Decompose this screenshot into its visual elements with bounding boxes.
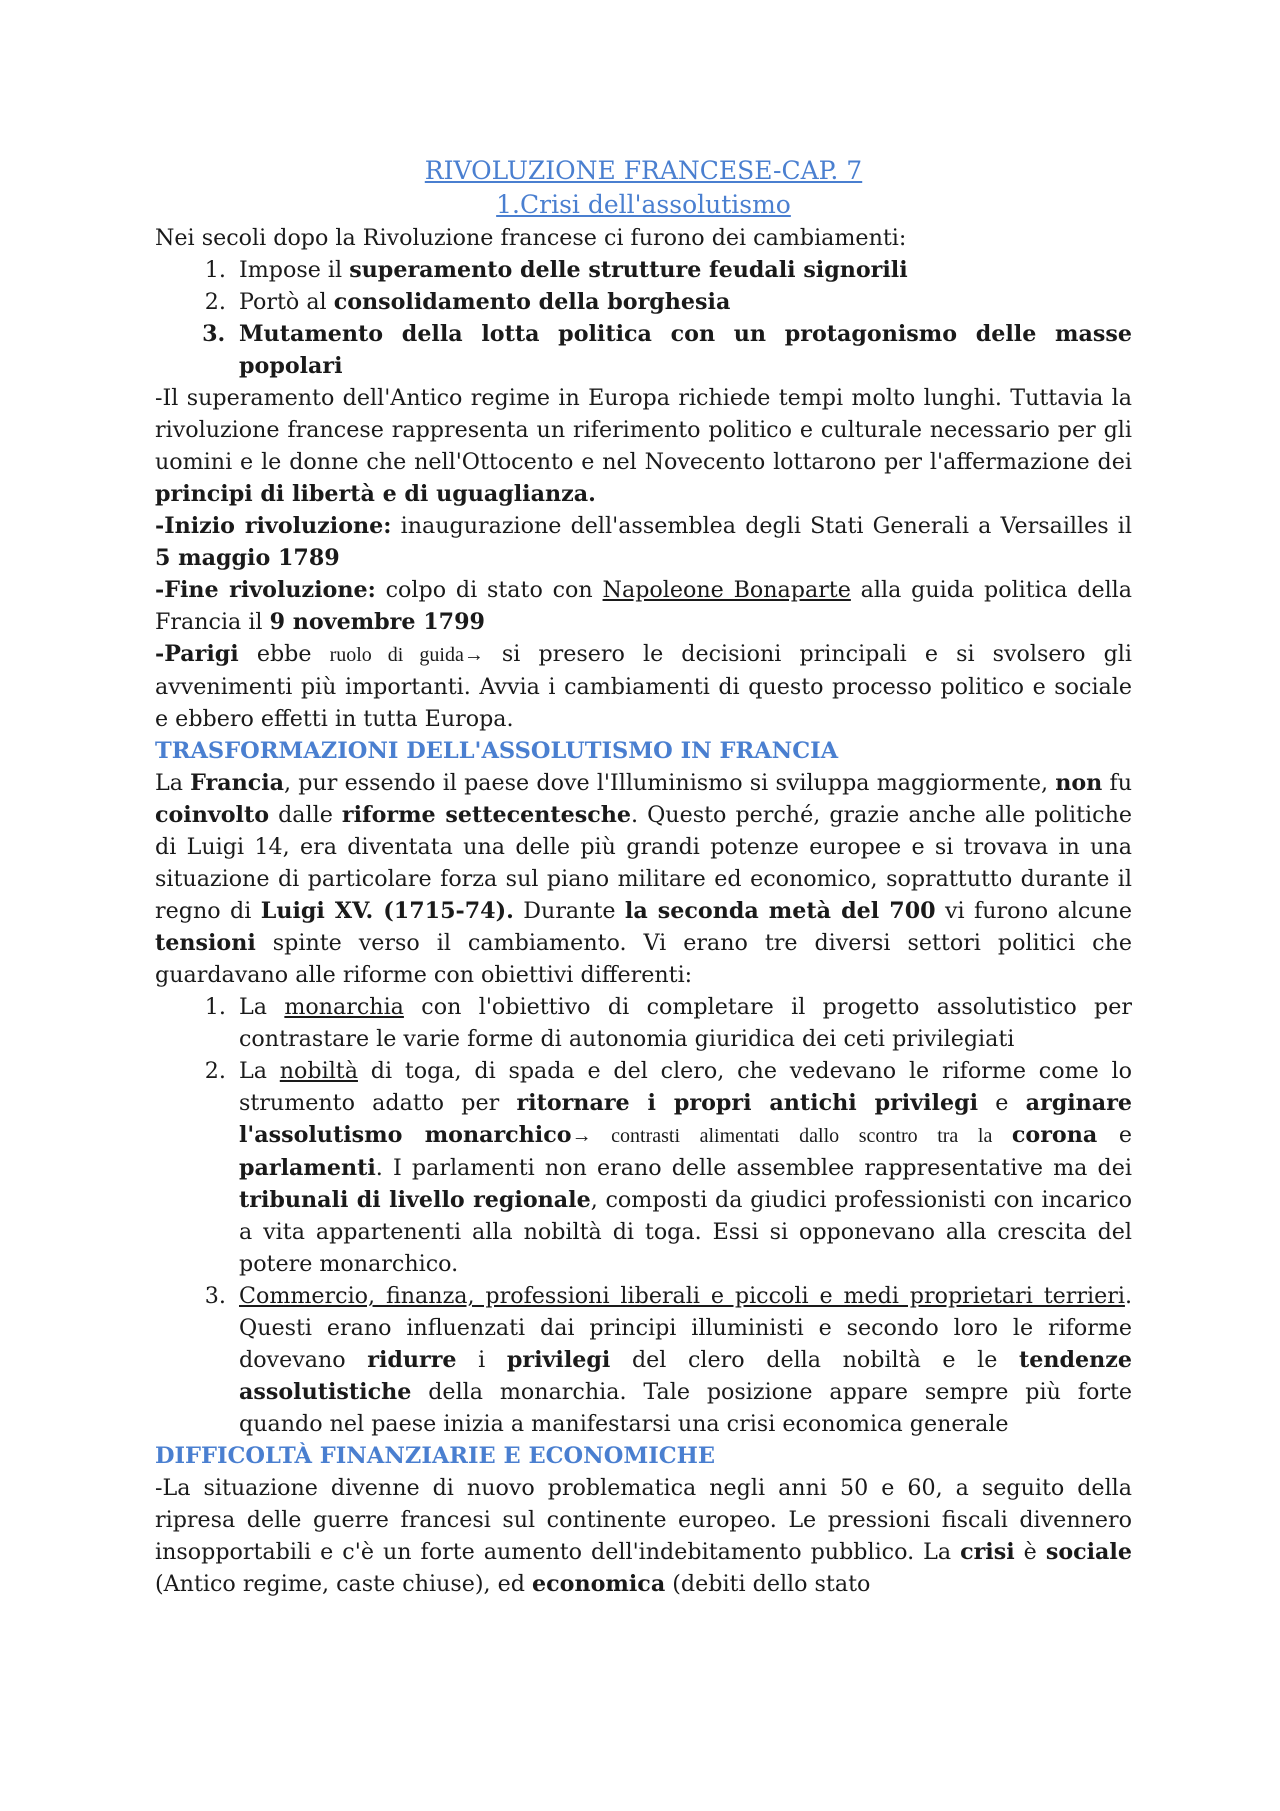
list-item: 3. Commercio, finanza, professioni liberali e piccoli e medi proprietari terrieri. Questi erano influenzati dai principi illuministi e secondo loro le riforme dovevano ridurre i privilegi del clero della nobiltà e le tendenze assolutistiche della monarchia. Tale posizione appare sempre più forte quando nel paese inizia a manifestarsi una crisi economica generale	[233, 1280, 1132, 1440]
paragraph-inizio-rivoluzione: -Inizio rivoluzione: inaugurazione dell'assemblea degli Stati Generali a Versailles il 5 maggio 1789	[155, 513, 1132, 571]
intro-lead: Nei secoli dopo la Rivoluzione francese ci furono dei cambiamenti:	[155, 225, 907, 251]
document-subtitle: 1.Crisi dell'assolutismo	[496, 190, 791, 219]
paragraph-fine-rivoluzione: -Fine rivoluzione: colpo di stato con Napoleone Bonaparte alla guida politica della Francia il 9 novembre 1799	[155, 577, 1133, 635]
political-sectors-list	[155, 991, 1132, 1440]
list-item: 2. La nobiltà di toga, di spada e del clero, che vedevano le riforme come lo strumento adatto per ritornare i propri antichi privilegi e arginare l'assolutismo monarchico→ contrasti alimentati dallo scontro tra la corona e parlamenti. I parlamenti non erano delle assemblee rappresentative ma dei tribunali di livello regionale, composti da giudici professionisti con incarico a vita appartenenti alla nobiltà di toga. Essi si opponevano alla crescita del potere monarchico.	[233, 1055, 1132, 1280]
list-item: 1. La monarchia con l'obiettivo di completare il progetto assolutistico per contrastare le varie forme di autonomia giuridica dei ceti privilegiati	[233, 991, 1132, 1055]
napoleone-link: Napoleone Bonaparte	[602, 577, 851, 603]
paragraph-parigi: -Parigi ebbe ruolo di guida→ si presero le decisioni principali e si svolsero gli avvenimenti più importanti. Avvia i cambiamenti di questo processo politico e sociale e ebbero effetti in tutta Europa.	[155, 641, 1132, 732]
paragraph-francia: La Francia, pur essendo il paese dove l'Illuminismo si sviluppa maggiormente, non fu coinvolto dalle riforme settecentesche. Questo perché, grazie anche alle politiche di Luigi 14, era diventata una delle più grandi potenze europee e si trovava in una situazione di particolare forza sul piano militare ed economico, soprattutto durante il regno di Luigi XV. (1715-74). Durante la seconda metà del 700 vi furono alcune tensioni spinte verso il cambiamento. Vi erano tre diversi settori politici che guardavano alle riforme con obiettivi differenti:	[155, 770, 1133, 988]
list-item: 3. Mutamento della lotta politica con un protagonismo delle masse popolari	[233, 318, 1132, 382]
changes-list	[155, 254, 1132, 382]
paragraph-situazione: -La situazione divenne di nuovo problematica negli anni 50 e 60, a seguito della ripresa delle guerre francesi sul continente europeo. Le pressioni fiscali divennero insopportabili e c'è un forte aumento dell'indebitamento pubblico. La crisi è sociale (Antico regime, caste chiuse), ed economica (debiti dello stato	[155, 1475, 1132, 1597]
document-title: RIVOLUZIONE FRANCESE-CAP. 7	[424, 156, 863, 185]
section-heading-trasformazioni: TRASFORMAZIONI DELL'ASSOLUTISMO IN FRANCIA	[155, 738, 839, 764]
paragraph-antico-regime: -Il superamento dell'Antico regime in Europa richiede tempi molto lunghi. Tuttavia la rivoluzione francese rappresenta un riferimento politico e culturale necessario per gli uomini e le donne che nell'Ottocento e nel Novecento lottarono per l'affermazione dei principi di libertà e di uguaglianza.	[155, 385, 1132, 507]
list-item: 2. Portò al consolidamento della borghesia	[233, 286, 1132, 318]
list-item: 1. Impose il superamento delle strutture feudali signorili	[233, 254, 1132, 286]
section-heading-difficolta: DIFFICOLTÀ FINANZIARIE E ECONOMICHE	[155, 1443, 716, 1469]
